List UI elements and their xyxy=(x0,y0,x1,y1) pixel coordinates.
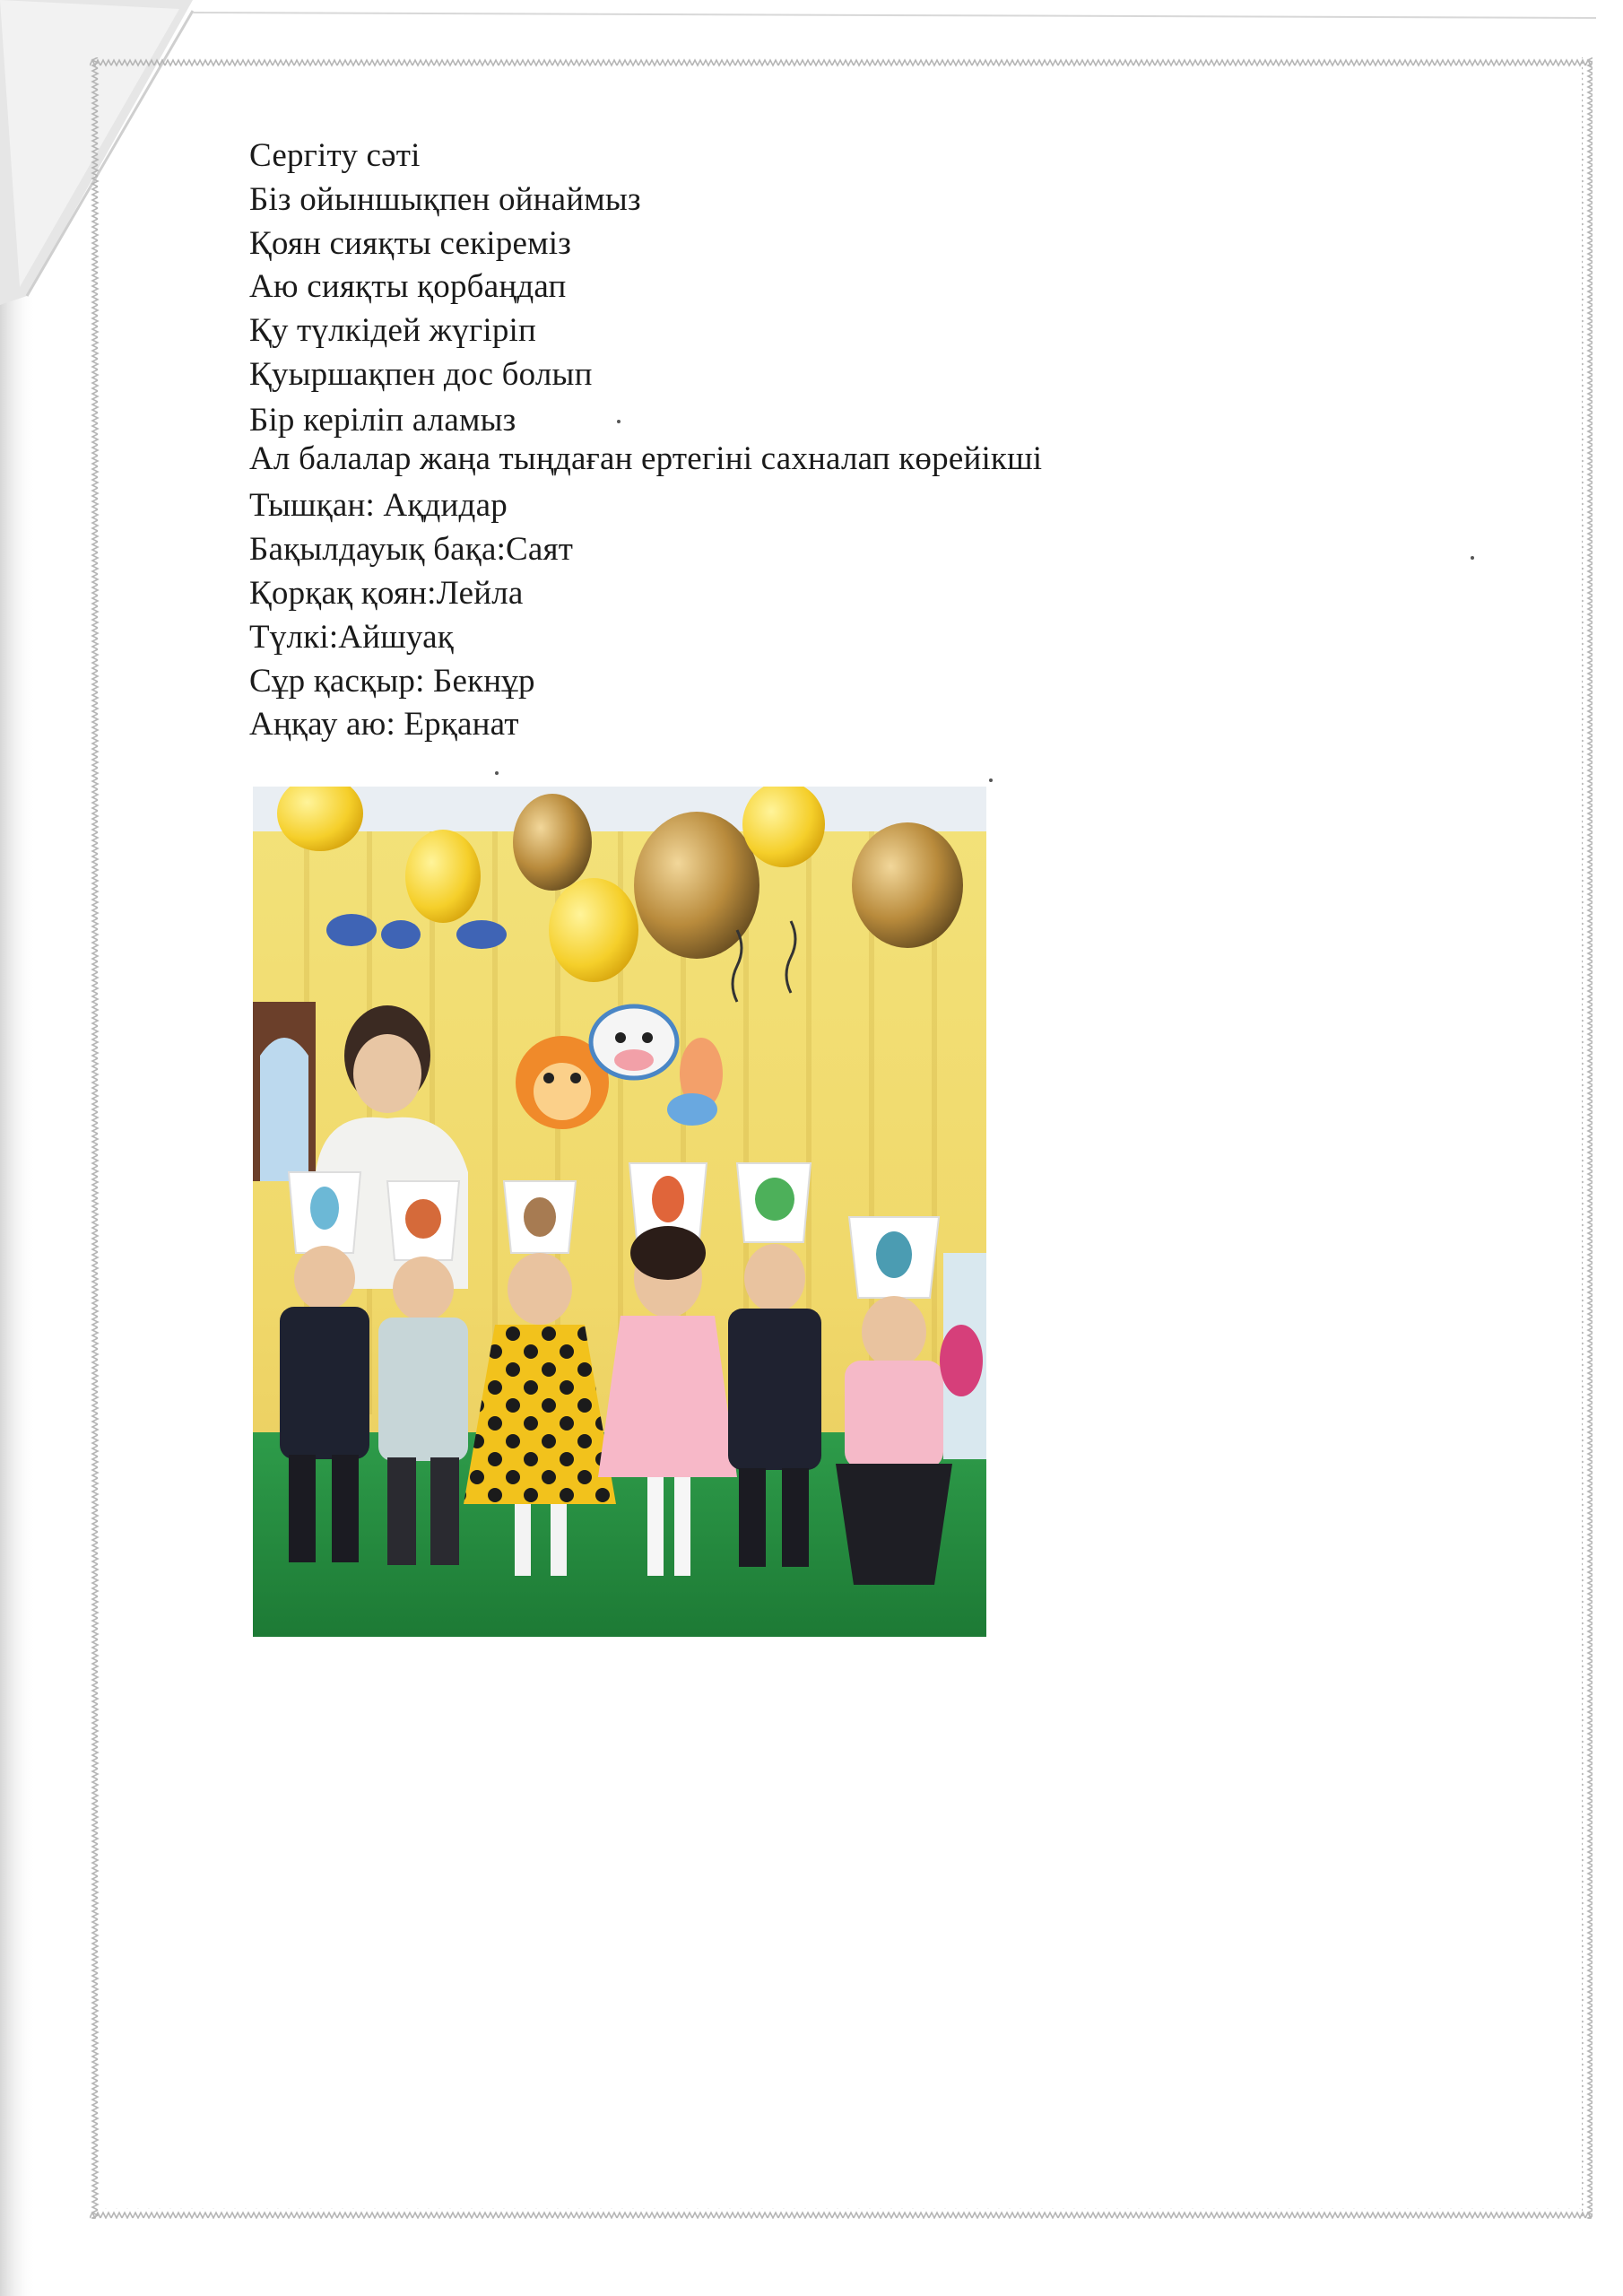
class-photo xyxy=(253,787,986,1637)
scan-speck xyxy=(989,778,993,782)
scan-speck xyxy=(1471,556,1474,560)
doc-line: Қуыршақпен дос болып xyxy=(249,355,593,393)
doc-line: Қоян сияқты секіреміз xyxy=(249,224,572,262)
doc-line-role: Аңқау аю: Ерқанат xyxy=(249,706,519,744)
document-text xyxy=(249,135,1325,747)
doc-line: Аю сияқты қорбаңдап xyxy=(249,268,567,306)
class-photo-illustration xyxy=(253,787,986,1637)
doc-line-role: Тышқан: Ақдидар xyxy=(249,487,508,525)
doc-line: Біз ойыншықпен ойнаймыз xyxy=(249,180,641,218)
doc-line: Ал балалар жаңа тыңдаған ертегіні сахналап көрейікші xyxy=(249,439,1043,477)
doc-line-role: Қорқақ қоян:Лейла xyxy=(249,574,524,612)
scan-speck xyxy=(617,420,621,423)
doc-line: Қу түлкідей жүгіріп xyxy=(249,312,537,350)
scan-speck xyxy=(495,771,499,775)
doc-line-role: Бақылдауық бақа:Саят xyxy=(249,531,574,569)
doc-line: Бір керіліп аламыз xyxy=(249,401,516,439)
doc-line-title: Сергіту сәті xyxy=(249,137,421,174)
doc-line-role: Түлкі:Айшуақ xyxy=(249,618,454,656)
doc-line-role: Сұр қасқыр: Бекнұр xyxy=(249,662,535,700)
